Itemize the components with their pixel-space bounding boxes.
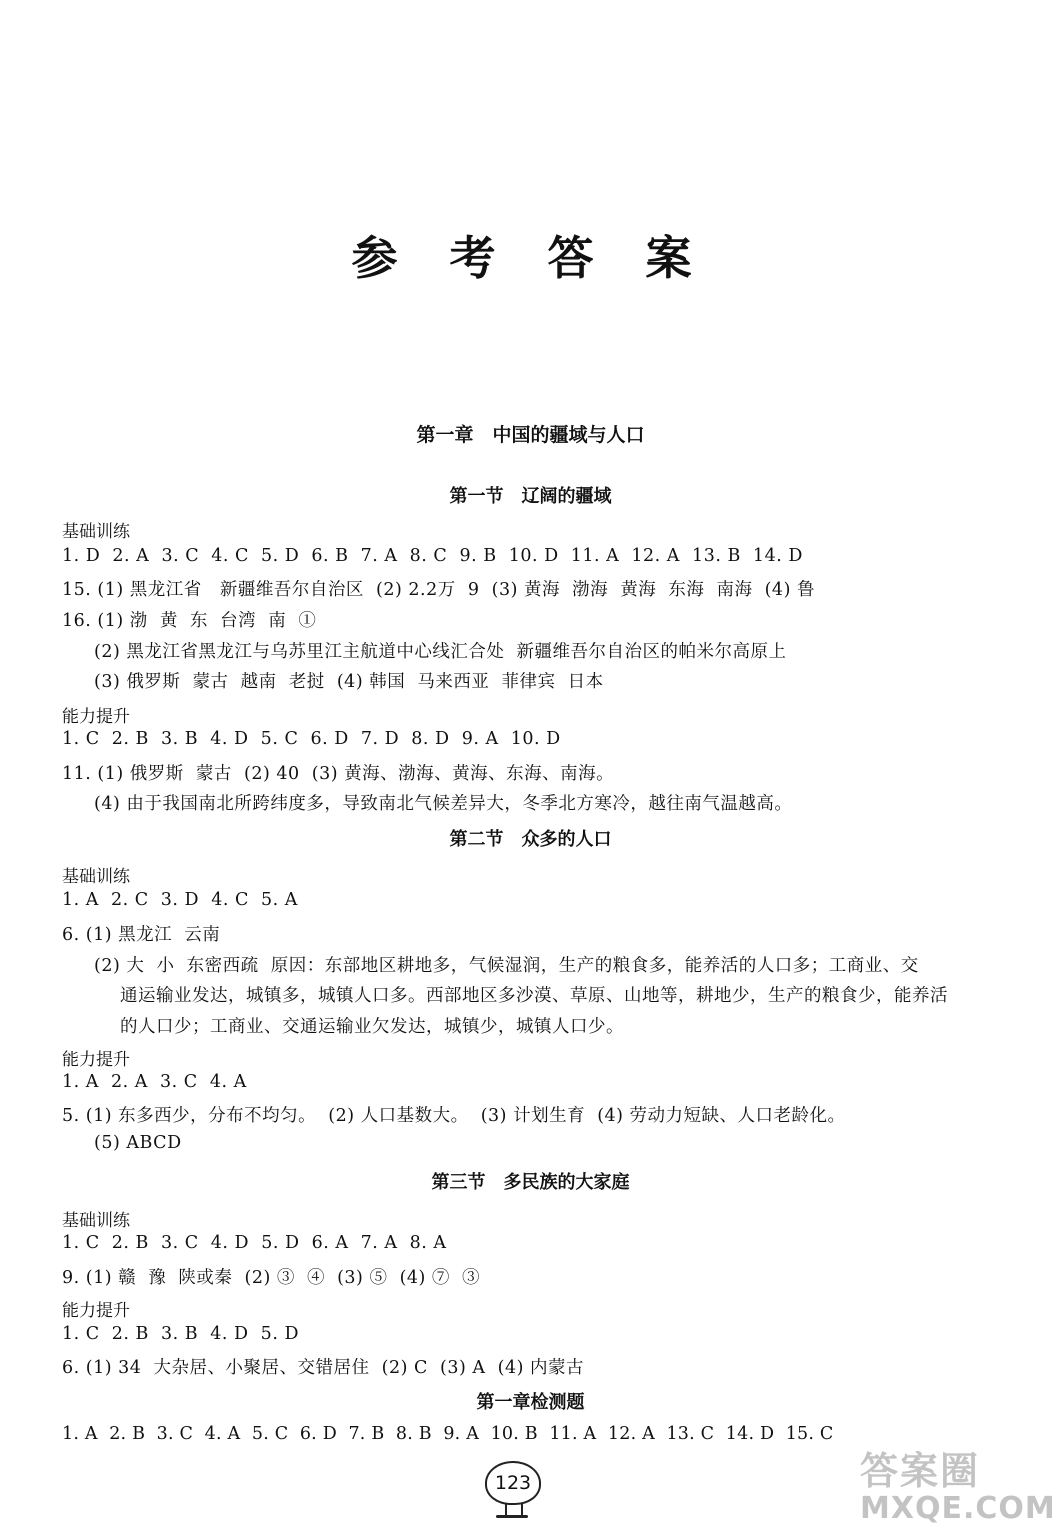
basic-training-label: 基础训练 (62, 522, 130, 542)
answer-line: (5) ABCD (94, 1133, 182, 1153)
globe-base-icon (496, 1515, 528, 1518)
answer-line: 1. C 2. B 3. C 4. D 5. D 6. A 7. A 8. A (62, 1233, 447, 1253)
answer-line: 15. (1) 黑龙江省 新疆维吾尔自治区 (2) 2.2万 9 (3) 黄海 渤海 黄海 东海 南海 (4) 鲁 (62, 580, 815, 600)
answer-line: 5. (1) 东多西少，分布不均匀。 (2) 人口基数大。 (3) 计划生育 (4) 劳动力短缺、人口老龄化。 (62, 1106, 846, 1126)
section-heading-3: 第三节 多民族的大家庭 (431, 1172, 630, 1193)
basic-training-label: 基础训练 (62, 1211, 130, 1231)
answer-line: 的人口少；工商业、交通运输业欠发达，城镇少，城镇人口少。 (120, 1017, 624, 1037)
watermark-logo (860, 1440, 1056, 1530)
answer-line: 通运输业发达，城镇多，城镇人口多。西部地区多沙漠、草原、山地等，耕地少，生产的粮食少，能养活 (120, 986, 948, 1006)
answer-line: 1. C 2. B 3. B 4. D 5. C 6. D 7. D 8. D 9. A 10. D (62, 729, 561, 749)
ability-label: 能力提升 (62, 1050, 130, 1070)
section-heading-2: 第二节 众多的人口 (449, 829, 612, 850)
chapter-test-heading: 第一章检测题 (476, 1392, 585, 1413)
answer-line: 1. C 2. B 3. B 4. D 5. D (62, 1324, 299, 1344)
basic-training-label: 基础训练 (62, 867, 130, 887)
answer-line: (2) 黑龙江省黑龙江与乌苏里江主航道中心线汇合处 新疆维吾尔自治区的帕米尔高原上 (94, 642, 787, 662)
page-number: 123 (485, 1461, 541, 1505)
answer-line: 1. A 2. A 3. C 4. A (62, 1072, 247, 1092)
answer-line: 9. (1) 赣 豫 陕或秦 (2) ③ ④ (3) ⑤ (4) ⑦ ③ (62, 1268, 481, 1288)
section-heading-1: 第一节 辽阔的疆域 (449, 486, 612, 507)
page-title: 参 考 答 案 (351, 231, 710, 285)
ability-label: 能力提升 (62, 707, 130, 727)
answer-line: 1. D 2. A 3. C 4. C 5. D 6. B 7. A 8. C 9. B 10. D 11. A 12. A 13. B 14. D (62, 546, 803, 566)
watermark-text: 答案圈 (860, 1449, 981, 1493)
answer-line: (3) 俄罗斯 蒙古 越南 老挝 (4) 韩国 马来西亚 菲律宾 日本 (94, 672, 604, 692)
answer-line: 6. (1) 黑龙江 云南 (62, 925, 221, 945)
answer-line: (4) 由于我国南北所跨纬度多，导致南北气候差异大，冬季北方寒冷，越往南气温越高。 (94, 794, 793, 814)
answer-line: (2) 大 小 东密西疏 原因：东部地区耕地多，气候湿润，生产的粮食多，能养活的人口多；工商业、交 (94, 956, 919, 976)
answer-line: 1. A 2. B 3. C 4. A 5. C 6. D 7. B 8. B 9. A 10. B 11. A 12. A 13. C 14. D 15. C (62, 1424, 834, 1444)
answer-line: 16. (1) 渤 黄 东 台湾 南 ① (62, 611, 317, 631)
ability-label: 能力提升 (62, 1301, 130, 1321)
answer-line: 1. A 2. C 3. D 4. C 5. A (62, 890, 298, 910)
answer-line: 11. (1) 俄罗斯 蒙古 (2) 40 (3) 黄海、渤海、黄海、东海、南海。 (62, 764, 615, 784)
chapter-heading: 第一章 中国的疆域与人口 (416, 424, 645, 446)
watermark-url: MXQE.COM (860, 1491, 1056, 1526)
answer-line: 6. (1) 34 大杂居、小聚居、交错居住 (2) C (3) A (4) 内蒙古 (62, 1358, 584, 1378)
